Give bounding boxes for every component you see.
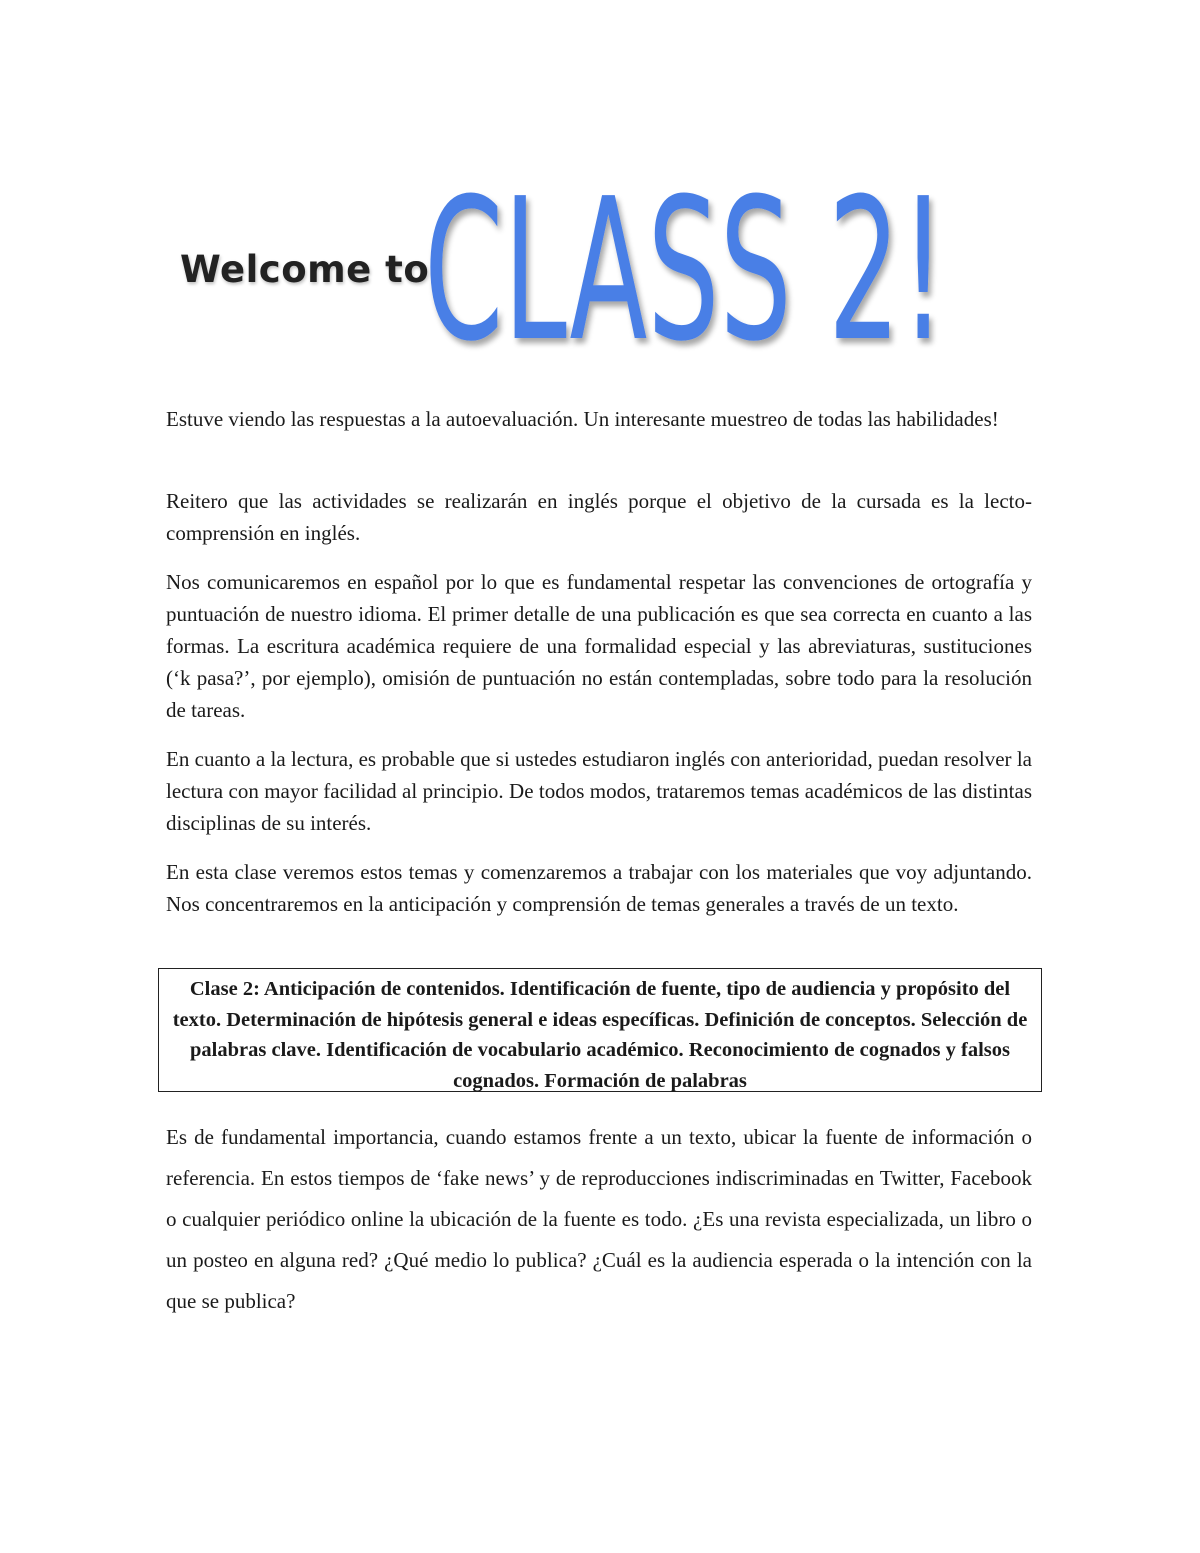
welcome-banner: [176, 160, 976, 370]
paragraph-5: En esta clase veremos estos temas y comenzaremos a trabajar con los materiales que voy adjuntando. Nos concentraremos en la anticipación y comprensión de temas generales a través de un texto.: [166, 860, 1032, 916]
class-topics-box: Clase 2: Anticipación de contenidos. Identificación de fuente, tipo de audiencia y propósito del texto. Determinación de hipótesis general e ideas específicas. Definición de conceptos. Selección de palabras clave. Identificación de vocabulario académico. Reconocimiento de cognados y falsos cognados. Formación de palabras: [158, 968, 1042, 1092]
paragraph-1: Estuve viendo las respuestas a la autoevaluación. Un interesante muestreo de todas las habilidades!: [166, 407, 999, 431]
class-title: [424, 166, 964, 366]
class-title-text: CLASS 2!: [424, 166, 946, 366]
paragraph-2: Reitero que las actividades se realizarán en inglés porque el objetivo de la cursada es la lecto- comprensión en inglés.: [166, 489, 1032, 545]
paragraph-4: En cuanto a la lectura, es probable que si ustedes estudiaron inglés con anterioridad, puedan resolver la lectura con mayor facilidad al principio. De todos modos, trataremos temas académicos de las distintas disciplinas de su interés.: [166, 747, 1032, 835]
paragraph-3: Nos comunicaremos en español por lo que es fundamental respetar las convenciones de ortografía y puntuación de nuestro idioma. El primer detalle de una publicación es que sea correcta en cuanto a las formas. La escritura académica requiere de una formalidad especial y las abreviaturas, sustituciones (‘k pasa?’, por ejemplo), omisión de puntuación no están contempladas, sobre todo para la resolución de tareas.: [166, 570, 1032, 722]
welcome-text: Welcome to: [180, 248, 430, 291]
closing-paragraph: Es de fundamental importancia, cuando estamos frente a un texto, ubicar la fuente de información o referencia. En estos tiempos de ‘fake news’ y de reproducciones indiscriminadas en Twitter, Facebook o cualquier periódico online la ubicación de la fuente es todo. ¿Es una revista especializada, un libro o un posteo en alguna red? ¿Qué medio lo publica? ¿Cuál es la audiencia esperada o la intención con la que se publica?: [166, 1125, 1032, 1313]
